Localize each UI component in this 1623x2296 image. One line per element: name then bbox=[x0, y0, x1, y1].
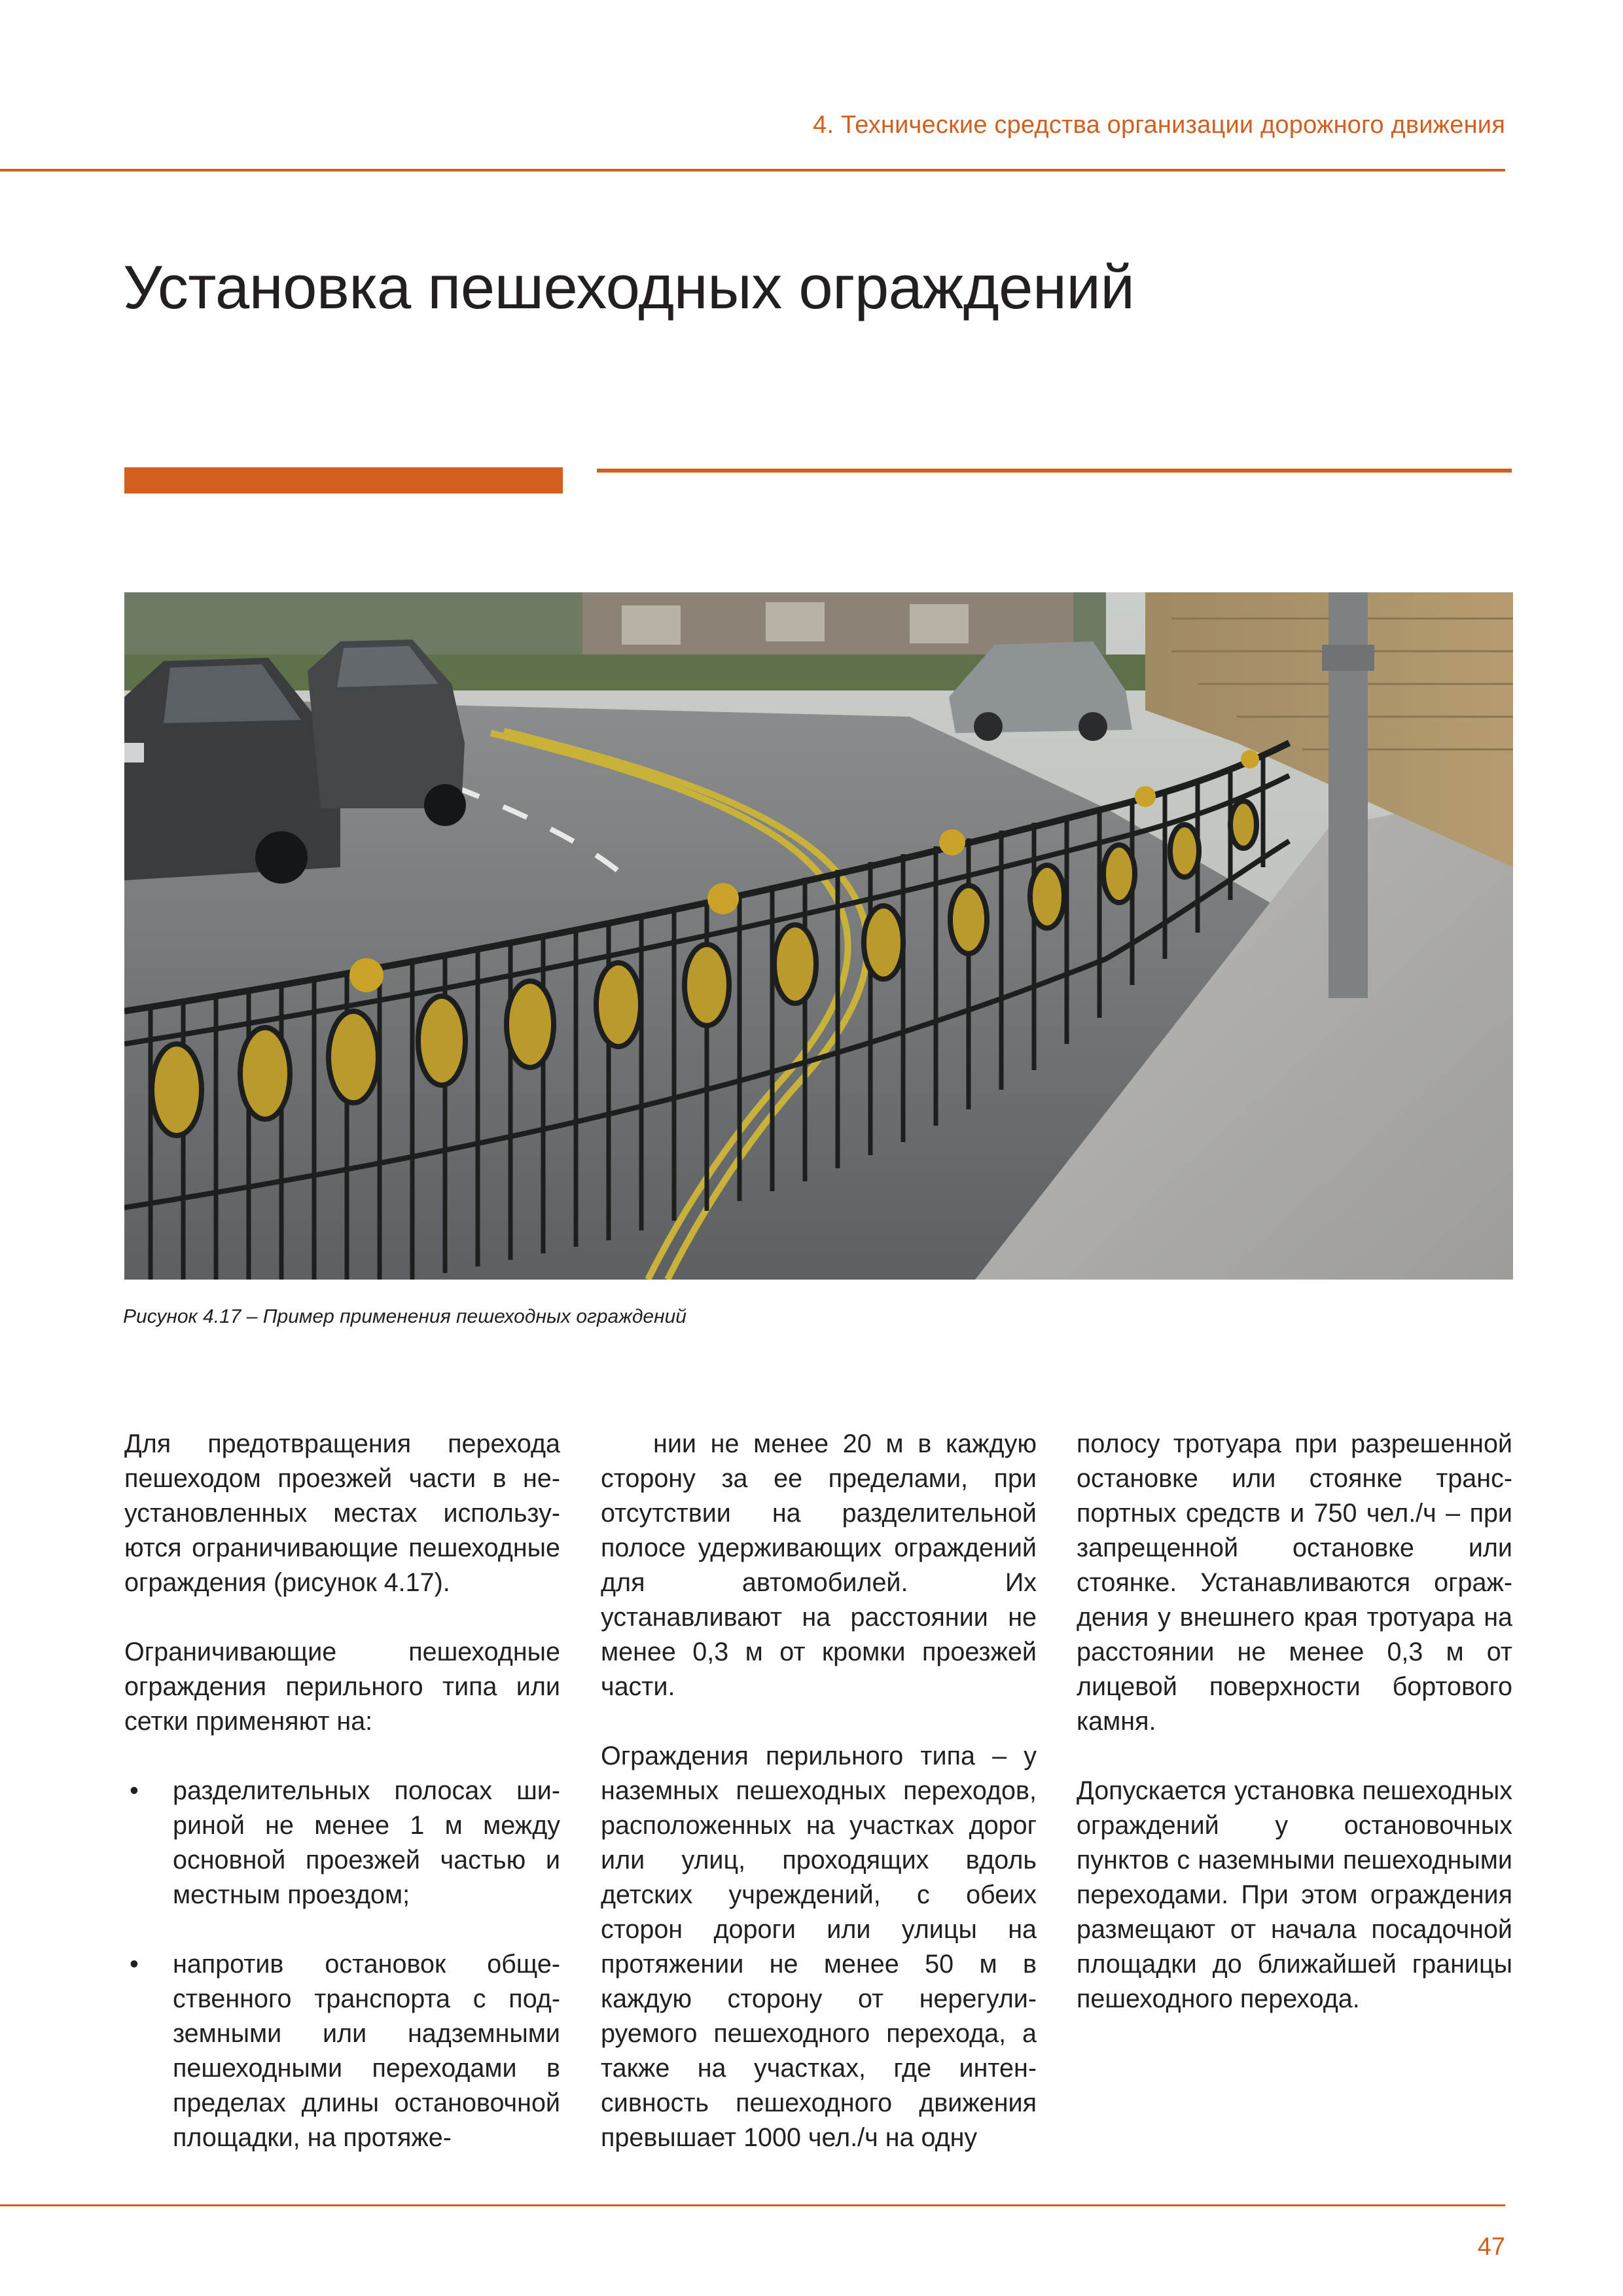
bullet-list bbox=[124, 1774, 560, 2155]
text-column-1 bbox=[124, 1427, 560, 2190]
bullet-icon: • bbox=[130, 1950, 139, 1979]
pedestrian-fence-photo bbox=[124, 592, 1513, 1280]
footer-rule bbox=[0, 2204, 1505, 2206]
figure-caption: Рисунок 4.17 – Пример применения пешеходных ограждений bbox=[123, 1306, 687, 1327]
running-header: 4. Технические средства организации дорожного движения bbox=[813, 111, 1505, 139]
text-column-3 bbox=[1077, 1427, 1512, 2051]
lead-paragraph: Ограничивающие пешеходные ограждения перильного типа или сетки применяют на: bbox=[124, 1638, 560, 1736]
body-paragraph: Ограждения перильного типа – у наземных пешеходных переходов, расположенных на участках дорог или улиц, проходящих вдоль детских учреждений, с обеих сторон дороги или улицы на протяжении не менее 50 м в каждую сторону от нерегулируемого пешеходного перехода, а также на участках, где интенсивность пешеходного движения превышает 1000 чел./ч на одну bbox=[601, 1742, 1037, 2152]
figure-photo bbox=[124, 592, 1513, 1280]
bullet-icon: • bbox=[130, 1776, 139, 1805]
text-column-2 bbox=[601, 1427, 1037, 2190]
list-item bbox=[124, 1947, 560, 2155]
accent-line bbox=[597, 469, 1512, 473]
list-item-text: разделительных полосах шириной не менее 1 м между основной проезжей частью и местным проездом; bbox=[173, 1776, 560, 1909]
continuation-paragraph: полосу тротуара при разрешенной остановке или стоянке транспортных средств и 750 чел./ч – при запрещенной остановке или стоянке. Устанавливаются ограждения у внешнего края тротуара на расстоянии не менее 0,3 м от лицевой поверхности бортового камня. bbox=[1077, 1429, 1512, 1736]
continuation-paragraph: нии не менее 20 м в каждую сторону за ее пределами, при отсутствии на разделительной полосе удерживающих ограждений для автомобилей. Их устанавливают на расстоянии не менее 0,3 м от кромки проезжей части. bbox=[601, 1429, 1037, 1701]
body-paragraph: Допускается установка пешеходных ограждений у остановочных пунктов с наземными пешеходными переходами. При этом ограждения размещают от начала посадочной площадки до ближайшей границы пешеходного перехода. bbox=[1077, 1776, 1512, 2013]
intro-paragraph: Для предотвращения перехода пешеходом проезжей части в неустановленных местах используются ограничивающие пешеходные ограждения (рисунок 4.17). bbox=[124, 1429, 560, 1597]
list-item-text: напротив остановок общественного транспорта с подземными или надземными пешеходными переходами в пределах длины остановочной площадки, на протяже- bbox=[173, 1950, 560, 2152]
header-rule bbox=[0, 169, 1505, 171]
list-item bbox=[124, 1774, 560, 1912]
accent-bar bbox=[124, 467, 563, 493]
page-number: 47 bbox=[1477, 2233, 1505, 2261]
page-title: Установка пешеходных ограждений bbox=[123, 253, 1135, 321]
